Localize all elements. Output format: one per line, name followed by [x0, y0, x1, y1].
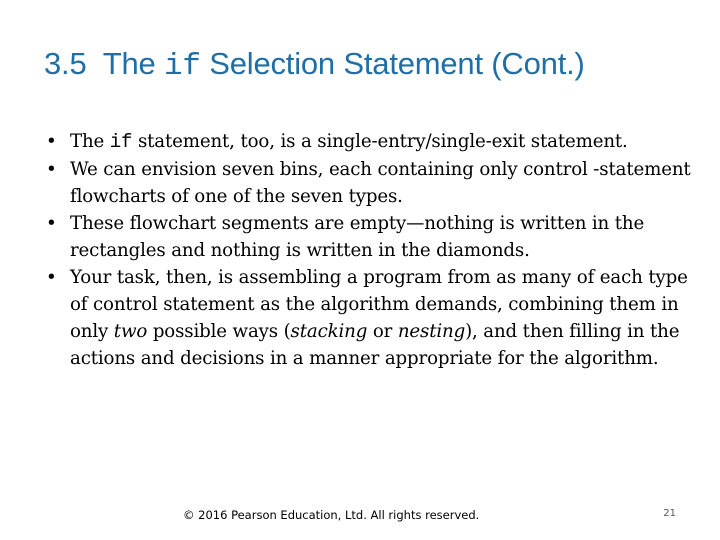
bullet-item	[46, 210, 696, 264]
bullet-text: ), and then filling in the actions and decisions in a manner appropriate for the algorithm.	[70, 321, 680, 369]
bullet-text: The	[70, 131, 110, 152]
emphasis-text: two	[113, 321, 148, 342]
bullet-text: These flowchart segments are empty—nothing is written in the rectangles and nothing is written in the diamonds.	[70, 213, 645, 261]
bullet-item	[46, 264, 696, 372]
page-number: 21	[663, 508, 676, 519]
bullet-marker: •	[46, 131, 57, 152]
section-number: 3.5	[44, 46, 87, 81]
title-keyword: if	[164, 49, 201, 84]
title-suffix: Selection Statement (Cont.)	[209, 46, 585, 81]
bullet-text: or	[367, 321, 398, 342]
bullet-text: We can envision seven bins, each containing only control -statement flowcharts of one of the seven types.	[70, 159, 691, 207]
bullet-text: Your task, then, is assembling a program from as many of each type of control statement as the algorithm demands, combining them in only	[70, 267, 688, 342]
title-prefix: The	[102, 46, 156, 81]
emphasis-text: stacking	[290, 321, 368, 342]
bullet-item	[46, 128, 696, 156]
bullet-marker: •	[46, 213, 57, 234]
slide-title	[44, 46, 585, 84]
bullet-marker: •	[46, 159, 57, 180]
bullet-marker: •	[46, 267, 57, 288]
bullet-text: possible ways (	[147, 321, 291, 342]
emphasis-text: nesting	[397, 321, 466, 342]
bullet-list	[46, 128, 696, 372]
inline-code: if	[109, 131, 133, 153]
bullet-text: statement, too, is a single-entry/single-exit statement.	[132, 131, 628, 152]
bullet-item	[46, 156, 696, 210]
copyright-footer: © 2016 Pearson Education, Ltd. All rights reserved.	[183, 508, 480, 522]
